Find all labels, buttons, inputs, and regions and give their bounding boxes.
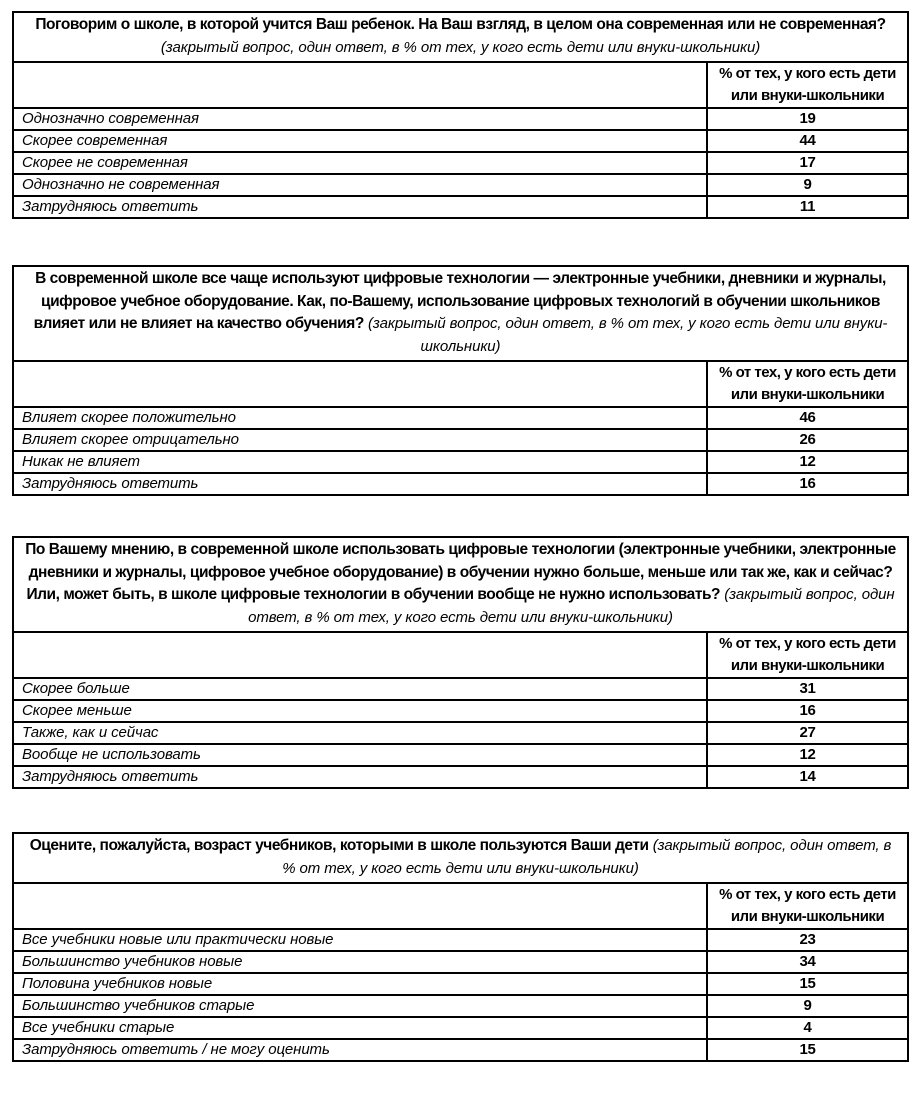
column-header: % от тех, у кого есть дети или внуки-школьники	[707, 883, 908, 929]
answer-label: Влияет скорее положительно	[13, 407, 707, 429]
header-row	[13, 883, 908, 929]
answer-value: 23	[707, 929, 908, 951]
table-row	[13, 196, 908, 218]
table-row	[13, 407, 908, 429]
answer-value: 9	[707, 995, 908, 1017]
question-text: По Вашему мнению, в современной школе использовать цифровые технологии (электронные учебники, электронные дневники и журналы, цифровое учебное оборудование) в обучении нужно больше, меньше или так же, как и сейчас? Или, может быть, в школе цифровые технологии в обучении вообще не нужно использовать?	[25, 541, 896, 603]
answer-value: 11	[707, 196, 908, 218]
answer-value: 27	[707, 722, 908, 744]
answer-value: 15	[707, 973, 908, 995]
answer-value: 16	[707, 473, 908, 495]
answer-label: Однозначно современная	[13, 108, 707, 130]
question-text: Поговорим о школе, в которой учится Ваш ребенок. На Ваш взгляд, в целом она современная или не современная?	[35, 16, 886, 33]
table-row	[13, 1039, 908, 1061]
survey-table-1	[12, 11, 909, 219]
answer-label: Половина учебников новые	[13, 973, 707, 995]
question-cell	[13, 537, 908, 632]
answer-value: 31	[707, 678, 908, 700]
table-row	[13, 744, 908, 766]
answer-label: Однозначно не современная	[13, 174, 707, 196]
table-row	[13, 473, 908, 495]
table-row	[13, 929, 908, 951]
answer-value: 46	[707, 407, 908, 429]
header-empty-cell	[13, 632, 707, 678]
answer-label: Все учебники старые	[13, 1017, 707, 1039]
question-row	[13, 12, 908, 62]
table-row	[13, 174, 908, 196]
header-row	[13, 62, 908, 108]
answer-value: 4	[707, 1017, 908, 1039]
answer-label: Скорее современная	[13, 130, 707, 152]
table-row	[13, 130, 908, 152]
answer-label: Затрудняюсь ответить	[13, 196, 707, 218]
question-note: (закрытый вопрос, один ответ, в % от тех, у кого есть дети или внуки-школьники)	[160, 38, 761, 56]
answer-label: Скорее не современная	[13, 152, 707, 174]
answer-label: Также, как и сейчас	[13, 722, 707, 744]
table-row	[13, 678, 908, 700]
header-row	[13, 632, 908, 678]
answer-value: 15	[707, 1039, 908, 1061]
answer-value: 19	[707, 108, 908, 130]
answer-value: 14	[707, 766, 908, 788]
answer-value: 16	[707, 700, 908, 722]
answer-label: Скорее меньше	[13, 700, 707, 722]
question-cell	[13, 833, 908, 883]
table-row	[13, 429, 908, 451]
survey-table-3	[12, 536, 909, 789]
table-row	[13, 700, 908, 722]
answer-value: 26	[707, 429, 908, 451]
header-empty-cell	[13, 361, 707, 407]
question-row	[13, 266, 908, 361]
survey-table-4	[12, 832, 909, 1062]
table-row	[13, 108, 908, 130]
column-header: % от тех, у кого есть дети или внуки-школьники	[707, 62, 908, 108]
question-text: Оцените, пожалуйста, возраст учебников, которыми в школе пользуются Ваши дети	[29, 837, 649, 854]
question-row	[13, 833, 908, 883]
table-row	[13, 722, 908, 744]
question-text: В современной школе все чаще используют цифровые технологии — электронные учебники, дневники и журналы, цифровое учебное оборудование. Как, по-Вашему, использование цифровых технологий в обучении школьников влияет или не влияет на качество обучения?	[33, 270, 886, 332]
answer-value: 12	[707, 451, 908, 473]
table-row	[13, 995, 908, 1017]
answer-label: Большинство учебников новые	[13, 951, 707, 973]
answer-label: Вообще не использовать	[13, 744, 707, 766]
question-note: (закрытый вопрос, один ответ, в % от тех, у кого есть дети или внуки-школьники)	[248, 586, 895, 626]
survey-table-2	[12, 265, 909, 496]
answer-value: 9	[707, 174, 908, 196]
answer-label: Затрудняюсь ответить	[13, 766, 707, 788]
answer-value: 44	[707, 130, 908, 152]
column-header: % от тех, у кого есть дети или внуки-школьники	[707, 632, 908, 678]
question-row	[13, 537, 908, 632]
table-row	[13, 766, 908, 788]
question-cell	[13, 266, 908, 361]
table-row	[13, 951, 908, 973]
question-note: (закрытый вопрос, один ответ, в % от тех, у кого есть дети или внуки-школьники)	[368, 315, 888, 355]
table-row	[13, 1017, 908, 1039]
header-empty-cell	[13, 883, 707, 929]
table-row	[13, 451, 908, 473]
answer-label: Затрудняюсь ответить / не могу оценить	[13, 1039, 707, 1061]
question-note: (закрытый вопрос, один ответ, в % от тех, у кого есть дети или внуки-школьники)	[282, 837, 892, 877]
answer-label: Затрудняюсь ответить	[13, 473, 707, 495]
header-empty-cell	[13, 62, 707, 108]
column-header: % от тех, у кого есть дети или внуки-школьники	[707, 361, 908, 407]
header-row	[13, 361, 908, 407]
answer-label: Влияет скорее отрицательно	[13, 429, 707, 451]
answer-value: 34	[707, 951, 908, 973]
answer-label: Все учебники новые или практически новые	[13, 929, 707, 951]
answer-label: Большинство учебников старые	[13, 995, 707, 1017]
answer-label: Никак не влияет	[13, 451, 707, 473]
answer-value: 12	[707, 744, 908, 766]
table-row	[13, 152, 908, 174]
answer-label: Скорее больше	[13, 678, 707, 700]
table-row	[13, 973, 908, 995]
question-cell	[13, 12, 908, 62]
answer-value: 17	[707, 152, 908, 174]
